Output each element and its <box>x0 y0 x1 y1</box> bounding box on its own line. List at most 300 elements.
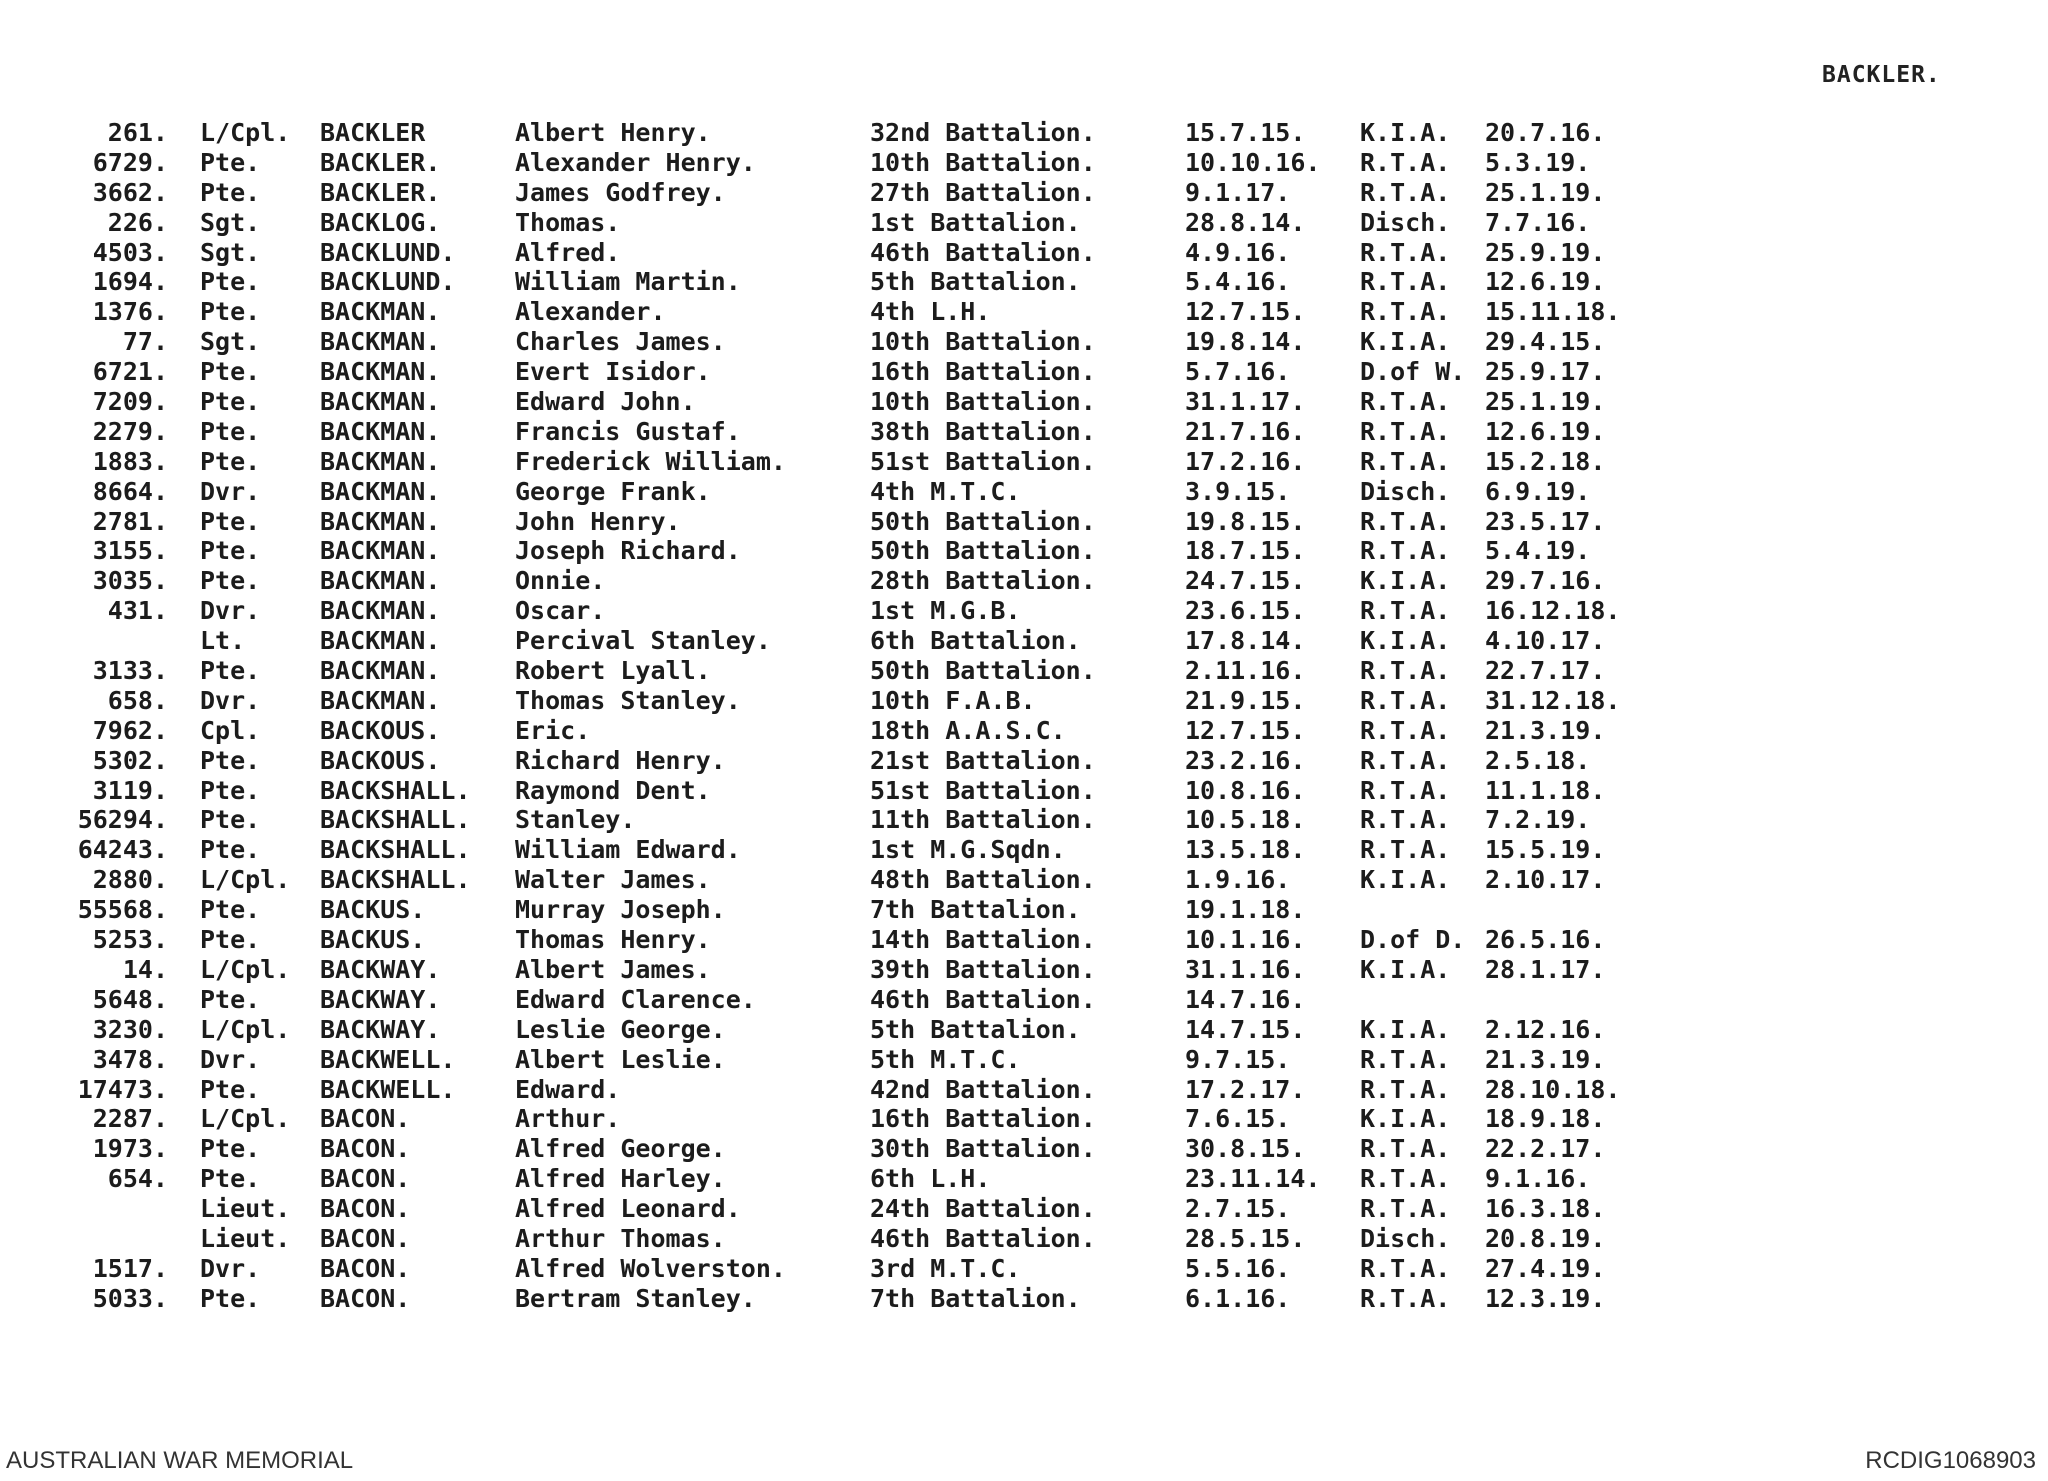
unit: 46th Battalion. <box>870 237 1096 267</box>
fate: R.T.A. <box>1360 1253 1451 1283</box>
fate: R.T.A. <box>1360 147 1451 177</box>
given-names: Thomas Stanley. <box>515 685 741 715</box>
fate-date: 2.12.16. <box>1485 1014 1606 1044</box>
surname: BACKMAN. <box>320 476 441 506</box>
roll-row <box>60 716 1660 746</box>
enlistment-date: 2.11.16. <box>1185 656 1306 686</box>
surname: BACKMAN. <box>320 536 441 566</box>
service-number: 1517. <box>92 1253 168 1283</box>
unit: 50th Battalion. <box>870 536 1096 566</box>
service-number: 2781. <box>92 506 168 536</box>
service-number: 3662. <box>92 177 168 207</box>
enlistment-date: 9.7.15. <box>1185 1044 1291 1074</box>
surname: BACKLER <box>320 118 426 147</box>
given-names: Thomas Henry. <box>515 925 711 955</box>
enlistment-date: 12.7.15. <box>1185 297 1306 327</box>
roll-row <box>60 895 1660 925</box>
service-number: 17473. <box>77 1074 168 1104</box>
enlistment-date: 24.7.15. <box>1185 566 1306 596</box>
given-names: Walter James. <box>515 865 711 895</box>
fate-date: 20.8.19. <box>1485 1223 1606 1253</box>
unit: 50th Battalion. <box>870 506 1096 536</box>
enlistment-date: 13.5.18. <box>1185 835 1306 865</box>
given-names: Alfred Wolverston. <box>515 1253 786 1283</box>
fate-date: 28.10.18. <box>1485 1074 1621 1104</box>
unit: 4th L.H. <box>870 297 991 327</box>
enlistment-date: 21.7.16. <box>1185 416 1306 446</box>
surname: BACKWAY. <box>320 1014 441 1044</box>
given-names: Charles James. <box>515 327 726 357</box>
unit: 5th Battalion. <box>870 1014 1081 1044</box>
rank: Sgt. <box>200 207 261 237</box>
given-names: Eric. <box>515 715 591 745</box>
unit: 21st Battalion. <box>870 745 1096 775</box>
given-names: Leslie George. <box>515 1014 726 1044</box>
roll-row <box>60 835 1660 865</box>
fate-date: 5.3.19. <box>1485 147 1591 177</box>
footer-record-id: RCDIG1068903 <box>1865 1447 2036 1474</box>
roll-row <box>60 776 1660 806</box>
fate-date: 2.10.17. <box>1485 865 1606 895</box>
enlistment-date: 14.7.16. <box>1185 984 1306 1014</box>
fate: R.T.A. <box>1360 387 1451 417</box>
unit: 48th Battalion. <box>870 865 1096 895</box>
service-number: 261. <box>107 118 168 147</box>
roll-row <box>60 596 1660 626</box>
unit: 16th Battalion. <box>870 1104 1096 1134</box>
given-names: Oscar. <box>515 596 606 626</box>
service-number: 658. <box>107 685 168 715</box>
roll-row <box>60 536 1660 566</box>
roll-row <box>60 118 1660 148</box>
fate-date: 9.1.16. <box>1485 1164 1591 1194</box>
rank: L/Cpl. <box>200 954 291 984</box>
fate-date: 12.6.19. <box>1485 416 1606 446</box>
fate-date: 25.1.19. <box>1485 387 1606 417</box>
rank: Dvr. <box>200 596 261 626</box>
footer-archive-name: AUSTRALIAN WAR MEMORIAL <box>6 1447 354 1474</box>
fate: R.T.A. <box>1360 1074 1451 1104</box>
given-names: Percival Stanley. <box>515 626 771 656</box>
given-names: Onnie. <box>515 566 606 596</box>
fate: R.T.A. <box>1360 536 1451 566</box>
given-names: Frederick William. <box>515 446 786 476</box>
rank: Pte. <box>200 297 261 327</box>
enlistment-date: 14.7.15. <box>1185 1014 1306 1044</box>
surname: BACKUS. <box>320 925 426 955</box>
roll-row <box>60 1104 1660 1134</box>
surname: BACKOUS. <box>320 715 441 745</box>
rank: Pte. <box>200 745 261 775</box>
rank: Dvr. <box>200 1044 261 1074</box>
fate-date: 26.5.16. <box>1485 925 1606 955</box>
nominal-roll-list <box>60 118 1660 1314</box>
enlistment-date: 19.8.15. <box>1185 506 1306 536</box>
given-names: Arthur. <box>515 1104 621 1134</box>
rank: Pte. <box>200 416 261 446</box>
surname: BACKMAN. <box>320 297 441 327</box>
fate: R.T.A. <box>1360 237 1451 267</box>
rank: L/Cpl. <box>200 865 291 895</box>
rank: L/Cpl. <box>200 118 291 147</box>
unit: 10th F.A.B. <box>870 685 1036 715</box>
rank: Lt. <box>200 626 246 656</box>
fate-date: 21.3.19. <box>1485 1044 1606 1074</box>
rank: Pte. <box>200 357 261 387</box>
fate-date: 5.4.19. <box>1485 536 1591 566</box>
roll-row <box>60 626 1660 656</box>
surname: BACON. <box>320 1194 411 1224</box>
service-number: 5253. <box>92 925 168 955</box>
fate-date: 6.9.19. <box>1485 476 1591 506</box>
service-number: 6729. <box>92 147 168 177</box>
fate: K.I.A. <box>1360 327 1451 357</box>
given-names: Alexander. <box>515 297 666 327</box>
surname: BACON. <box>320 1164 411 1194</box>
fate: Disch. <box>1360 207 1451 237</box>
enlistment-date: 28.8.14. <box>1185 207 1306 237</box>
unit: 51st Battalion. <box>870 446 1096 476</box>
rank: Pte. <box>200 805 261 835</box>
roll-row <box>60 297 1660 327</box>
unit: 39th Battalion. <box>870 954 1096 984</box>
roll-row <box>60 208 1660 238</box>
fate-date: 20.7.16. <box>1485 118 1606 147</box>
service-number: 56294. <box>77 805 168 835</box>
fate-date: 7.7.16. <box>1485 207 1591 237</box>
surname: BACKMAN. <box>320 596 441 626</box>
enlistment-date: 21.9.15. <box>1185 685 1306 715</box>
service-number: 77. <box>122 327 168 357</box>
roll-row <box>60 267 1660 297</box>
surname: BACKSHALL. <box>320 835 471 865</box>
given-names: Alexander Henry. <box>515 147 756 177</box>
rank: Cpl. <box>200 715 261 745</box>
unit: 28th Battalion. <box>870 566 1096 596</box>
fate: K.I.A. <box>1360 865 1451 895</box>
rank: Pte. <box>200 895 261 925</box>
enlistment-date: 10.10.16. <box>1185 147 1321 177</box>
given-names: Arthur Thomas. <box>515 1223 726 1253</box>
fate: R.T.A. <box>1360 297 1451 327</box>
roll-row <box>60 178 1660 208</box>
service-number: 3230. <box>92 1014 168 1044</box>
service-number: 7962. <box>92 715 168 745</box>
fate: R.T.A. <box>1360 267 1451 297</box>
roll-row <box>60 357 1660 387</box>
surname: BACKMAN. <box>320 566 441 596</box>
fate-date: 12.6.19. <box>1485 267 1606 297</box>
fate-date: 16.3.18. <box>1485 1194 1606 1224</box>
unit: 24th Battalion. <box>870 1194 1096 1224</box>
surname: BACKMAN. <box>320 626 441 656</box>
given-names: Robert Lyall. <box>515 656 711 686</box>
surname: BACKMAN. <box>320 656 441 686</box>
unit: 1st M.G.Sqdn. <box>870 835 1066 865</box>
service-number: 226. <box>107 207 168 237</box>
fate: R.T.A. <box>1360 446 1451 476</box>
given-names: Raymond Dent. <box>515 775 711 805</box>
surname: BACKLER. <box>320 147 441 177</box>
fate-date: 25.1.19. <box>1485 177 1606 207</box>
surname: BACKWELL. <box>320 1044 456 1074</box>
service-number: 3035. <box>92 566 168 596</box>
surname: BACKSHALL. <box>320 805 471 835</box>
fate-date: 15.11.18. <box>1485 297 1621 327</box>
fate: R.T.A. <box>1360 1164 1451 1194</box>
unit: 10th Battalion. <box>870 387 1096 417</box>
given-names: Albert James. <box>515 954 711 984</box>
roll-row <box>60 1284 1660 1314</box>
service-number: 431. <box>107 596 168 626</box>
fate: K.I.A. <box>1360 954 1451 984</box>
service-number: 3478. <box>92 1044 168 1074</box>
service-number: 5302. <box>92 745 168 775</box>
fate: R.T.A. <box>1360 1044 1451 1074</box>
unit: 5th M.T.C. <box>870 1044 1021 1074</box>
fate: K.I.A. <box>1360 626 1451 656</box>
service-number: 5033. <box>92 1283 168 1313</box>
surname: BACKMAN. <box>320 357 441 387</box>
given-names: John Henry. <box>515 506 681 536</box>
surname: BACON. <box>320 1253 411 1283</box>
roll-row <box>60 686 1660 716</box>
rank: Dvr. <box>200 685 261 715</box>
surname-heading: BACKLER. <box>1822 62 1941 88</box>
surname: BACKWAY. <box>320 954 441 984</box>
rank: Pte. <box>200 536 261 566</box>
fate: R.T.A. <box>1360 656 1451 686</box>
fate-date: 15.5.19. <box>1485 835 1606 865</box>
enlistment-date: 31.1.17. <box>1185 387 1306 417</box>
fate-date: 28.1.17. <box>1485 954 1606 984</box>
enlistment-date: 19.1.18. <box>1185 895 1306 925</box>
fate-date: 12.3.19. <box>1485 1283 1606 1313</box>
service-number: 654. <box>107 1164 168 1194</box>
surname: BACON. <box>320 1134 411 1164</box>
rank: Dvr. <box>200 1253 261 1283</box>
rank: Pte. <box>200 1134 261 1164</box>
enlistment-date: 23.6.15. <box>1185 596 1306 626</box>
service-number: 2880. <box>92 865 168 895</box>
surname: BACKMAN. <box>320 327 441 357</box>
roll-row <box>60 1045 1660 1075</box>
fate: R.T.A. <box>1360 596 1451 626</box>
given-names: Evert Isidor. <box>515 357 711 387</box>
service-number: 1883. <box>92 446 168 476</box>
fate: D.of D. <box>1360 925 1466 955</box>
fate: Disch. <box>1360 1223 1451 1253</box>
enlistment-date: 17.2.17. <box>1185 1074 1306 1104</box>
service-number: 2287. <box>92 1104 168 1134</box>
fate: R.T.A. <box>1360 1194 1451 1224</box>
surname: BACON. <box>320 1283 411 1313</box>
enlistment-date: 15.7.15. <box>1185 118 1306 147</box>
given-names: Thomas. <box>515 207 621 237</box>
surname: BACKMAN. <box>320 416 441 446</box>
surname: BACKLUND. <box>320 237 456 267</box>
unit: 7th Battalion. <box>870 1283 1081 1313</box>
fate: R.T.A. <box>1360 506 1451 536</box>
service-number: 2279. <box>92 416 168 446</box>
roll-row <box>60 656 1660 686</box>
enlistment-date: 1.9.16. <box>1185 865 1291 895</box>
roll-row <box>60 985 1660 1015</box>
roll-row <box>60 955 1660 985</box>
fate: K.I.A. <box>1360 1014 1451 1044</box>
enlistment-date: 10.5.18. <box>1185 805 1306 835</box>
given-names: Alfred. <box>515 237 621 267</box>
fate: R.T.A. <box>1360 745 1451 775</box>
given-names: Alfred Harley. <box>515 1164 726 1194</box>
fate: K.I.A. <box>1360 566 1451 596</box>
roll-row <box>60 327 1660 357</box>
fate: R.T.A. <box>1360 1283 1451 1313</box>
service-number: 14. <box>122 954 168 984</box>
fate-date: 25.9.17. <box>1485 357 1606 387</box>
rank: Pte. <box>200 775 261 805</box>
unit: 14th Battalion. <box>870 925 1096 955</box>
fate: R.T.A. <box>1360 177 1451 207</box>
rank: Pte. <box>200 387 261 417</box>
unit: 18th A.A.S.C. <box>870 715 1066 745</box>
enlistment-date: 23.2.16. <box>1185 745 1306 775</box>
fate-date: 4.10.17. <box>1485 626 1606 656</box>
enlistment-date: 10.8.16. <box>1185 775 1306 805</box>
service-number: 7209. <box>92 387 168 417</box>
rank: L/Cpl. <box>200 1104 291 1134</box>
roll-row <box>60 925 1660 955</box>
roll-row <box>60 805 1660 835</box>
fate-date: 16.12.18. <box>1485 596 1621 626</box>
rank: Pte. <box>200 835 261 865</box>
service-number: 6721. <box>92 357 168 387</box>
enlistment-date: 9.1.17. <box>1185 177 1291 207</box>
unit: 4th M.T.C. <box>870 476 1021 506</box>
enlistment-date: 4.9.16. <box>1185 237 1291 267</box>
fate-date: 23.5.17. <box>1485 506 1606 536</box>
service-number: 5648. <box>92 984 168 1014</box>
surname: BACKLOG. <box>320 207 441 237</box>
fate-date: 22.7.17. <box>1485 656 1606 686</box>
unit: 46th Battalion. <box>870 984 1096 1014</box>
unit: 27th Battalion. <box>870 177 1096 207</box>
fate: R.T.A. <box>1360 1134 1451 1164</box>
given-names: Albert Leslie. <box>515 1044 726 1074</box>
rank: Sgt. <box>200 237 261 267</box>
given-names: Alfred Leonard. <box>515 1194 741 1224</box>
fate: R.T.A. <box>1360 416 1451 446</box>
rank: Pte. <box>200 656 261 686</box>
roll-row <box>60 1015 1660 1045</box>
surname: BACKMAN. <box>320 685 441 715</box>
service-number: 4503. <box>92 237 168 267</box>
enlistment-date: 17.8.14. <box>1185 626 1306 656</box>
enlistment-date: 6.1.16. <box>1185 1283 1291 1313</box>
enlistment-date: 5.7.16. <box>1185 357 1291 387</box>
fate: R.T.A. <box>1360 835 1451 865</box>
surname: BACKMAN. <box>320 506 441 536</box>
fate: R.T.A. <box>1360 715 1451 745</box>
rank: Pte. <box>200 566 261 596</box>
service-number: 1973. <box>92 1134 168 1164</box>
rank: Pte. <box>200 1283 261 1313</box>
rank: Pte. <box>200 177 261 207</box>
unit: 6th Battalion. <box>870 626 1081 656</box>
enlistment-date: 3.9.15. <box>1185 476 1291 506</box>
roll-row <box>60 447 1660 477</box>
given-names: Edward Clarence. <box>515 984 756 1014</box>
fate: R.T.A. <box>1360 805 1451 835</box>
fate: K.I.A. <box>1360 118 1451 147</box>
given-names: Murray Joseph. <box>515 895 726 925</box>
fate: R.T.A. <box>1360 685 1451 715</box>
fate: R.T.A. <box>1360 775 1451 805</box>
surname: BACON. <box>320 1223 411 1253</box>
enlistment-date: 19.8.14. <box>1185 327 1306 357</box>
fate: K.I.A. <box>1360 1104 1451 1134</box>
fate-date: 7.2.19. <box>1485 805 1591 835</box>
unit: 7th Battalion. <box>870 895 1081 925</box>
enlistment-date: 2.7.15. <box>1185 1194 1291 1224</box>
roll-row <box>60 148 1660 178</box>
unit: 46th Battalion. <box>870 1223 1096 1253</box>
enlistment-date: 28.5.15. <box>1185 1223 1306 1253</box>
rank: Pte. <box>200 984 261 1014</box>
surname: BACKLUND. <box>320 267 456 297</box>
surname: BACKUS. <box>320 895 426 925</box>
roll-row <box>60 865 1660 895</box>
given-names: Edward John. <box>515 387 696 417</box>
fate-date: 31.12.18. <box>1485 685 1621 715</box>
fate-date: 25.9.19. <box>1485 237 1606 267</box>
rank: Pte. <box>200 147 261 177</box>
unit: 32nd Battalion. <box>870 118 1096 147</box>
given-names: Joseph Richard. <box>515 536 741 566</box>
fate-date: 27.4.19. <box>1485 1253 1606 1283</box>
fate-date: 15.2.18. <box>1485 446 1606 476</box>
service-number: 3133. <box>92 656 168 686</box>
service-number: 8664. <box>92 476 168 506</box>
roll-row <box>60 1194 1660 1224</box>
fate-date: 29.4.15. <box>1485 327 1606 357</box>
given-names: Francis Gustaf. <box>515 416 741 446</box>
fate-date: 2.5.18. <box>1485 745 1591 775</box>
rank: Pte. <box>200 1164 261 1194</box>
rank: Lieut. <box>200 1194 291 1224</box>
enlistment-date: 10.1.16. <box>1185 925 1306 955</box>
fate-date: 18.9.18. <box>1485 1104 1606 1134</box>
enlistment-date: 5.4.16. <box>1185 267 1291 297</box>
fate-date: 11.1.18. <box>1485 775 1606 805</box>
roll-row <box>60 566 1660 596</box>
surname: BACKSHALL. <box>320 775 471 805</box>
unit: 30th Battalion. <box>870 1134 1096 1164</box>
rank: Dvr. <box>200 476 261 506</box>
unit: 5th Battalion. <box>870 267 1081 297</box>
service-number: 1376. <box>92 297 168 327</box>
roll-row <box>60 238 1660 268</box>
enlistment-date: 18.7.15. <box>1185 536 1306 566</box>
roll-row <box>60 1164 1660 1194</box>
rank: Pte. <box>200 925 261 955</box>
surname: BACKOUS. <box>320 745 441 775</box>
enlistment-date: 23.11.14. <box>1185 1164 1321 1194</box>
rank: Pte. <box>200 267 261 297</box>
unit: 50th Battalion. <box>870 656 1096 686</box>
service-number: 1694. <box>92 267 168 297</box>
fate-date: 21.3.19. <box>1485 715 1606 745</box>
